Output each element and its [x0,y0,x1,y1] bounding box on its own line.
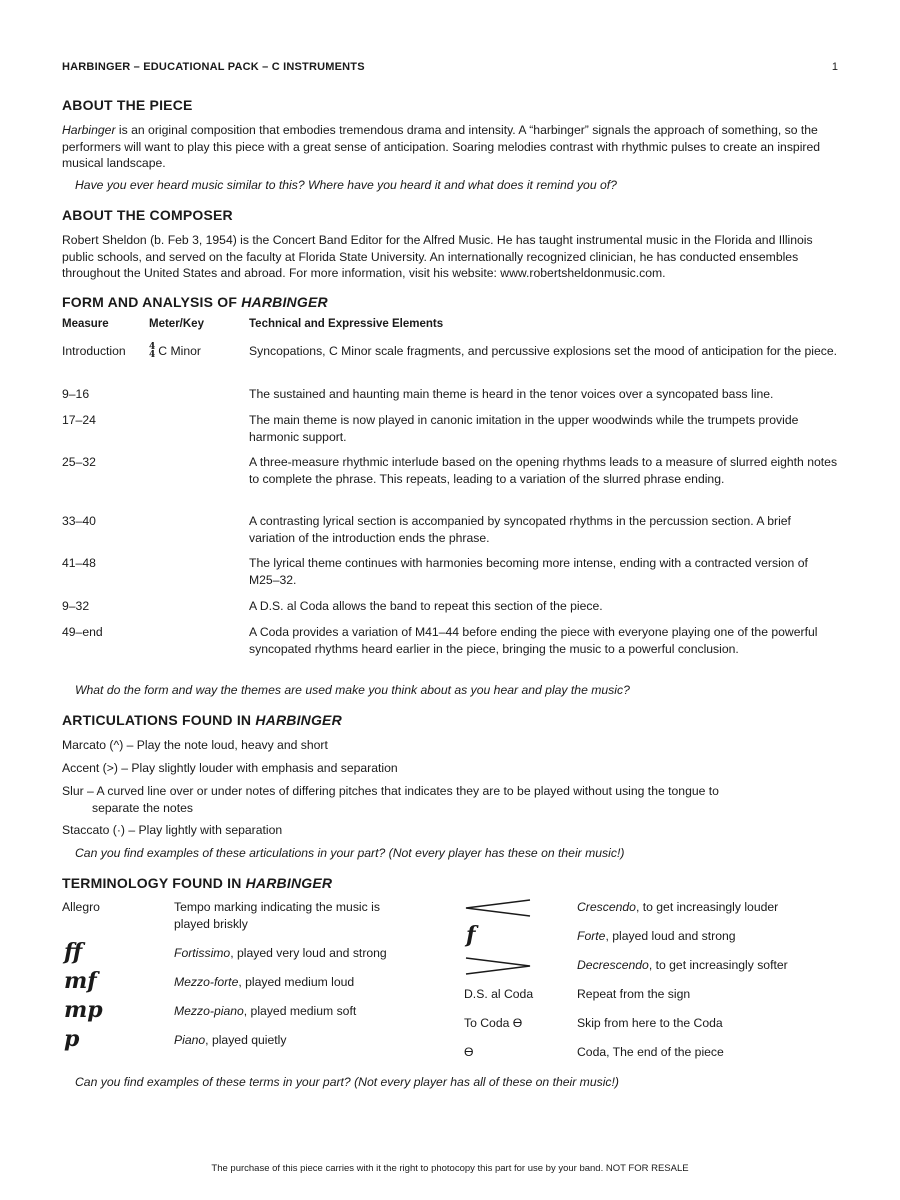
forte-symbol: f [466,922,476,948]
page-header [62,61,838,75]
piano-symbol: p [64,1026,80,1052]
document-page [62,0,838,1200]
row-description: A Coda provides a variation of M41–44 before ending the piece with everyone playing one of the powerful syncopated rhythms heard earlier in the piece, bringing the music to a powerful conclusion. [249,625,818,656]
row-measure: 17–24 [62,413,96,427]
about-piece-heading: ABOUT THE PIECE [62,97,193,113]
row-measure: 9–16 [62,387,90,401]
row-measure: 33–40 [62,514,96,528]
articulation-item: Staccato (·) – Play lightly with separation [62,823,283,837]
articulations-question: Can you find examples of these articulations in your part? (Not every player has these on their music!) [75,846,625,860]
row-description: A three-measure rhythmic interlude based on the opening rhythms leads to a measure of slurred eighth notes to complete the phrase. This repeats, leading to a variation of the slurred phrase ending. [249,455,838,486]
row-description: A D.S. al Coda allows the band to repeat this section of the piece. [249,599,603,613]
articulation-item [62,783,802,816]
coda-icon: ϴ [464,1045,474,1059]
term-definition: Decrescendo, to get increasingly softer [577,958,788,972]
about-piece-question: Have you ever heard music similar to this? Where have you heard it and what does it remind you of? [75,178,617,192]
about-composer-text: Robert Sheldon (b. Feb 3, 1954) is the Concert Band Editor for the Alfred Music. He has taught instrumental music in the Florida and Illinois public schools, and served on the faculty at Florida State University. An internationally recognized clinician, he has conducted ensembles throughout the United States and abroad. For more information, visit his website: www.robertsheldonmusic.com. [62,233,813,280]
row-measure: 9–32 [62,599,90,613]
mezzo-forte-symbol: mf [64,968,97,994]
term-definition: Forte, played loud and strong [577,929,736,943]
articulation-item: Marcato (^) – Play the note loud, heavy and short [62,738,328,752]
fortissimo-symbol: ff [64,939,83,965]
form-heading-prefix: FORM AND ANALYSIS OF [62,294,242,310]
term-definition: Repeat from the sign [577,987,691,1001]
form-heading [62,294,328,310]
term-allegro: Allegro [62,900,100,914]
mezzo-piano-symbol: mp [64,997,103,1023]
term-ds-al-coda: D.S. al Coda [464,987,534,1001]
header-title: HARBINGER – EDUCATIONAL PACK – C INSTRUMENTS [62,61,365,73]
term-definition: Fortissimo, played very loud and strong [174,946,387,960]
articulations-heading-prefix: ARTICULATIONS FOUND IN [62,712,256,728]
column-header-elements: Technical and Expressive Elements [249,318,444,330]
slur-text: Slur – A curved line over or under notes of differing pitches that indicates they are to be played without using the tongue to [62,784,719,798]
slur-text-continued: separate the notes [92,800,193,815]
form-question: What do the form and way the themes are used make you think about as you hear and play the music? [75,683,630,697]
term-to-coda: To Coda ϴ [464,1016,523,1030]
crescendo-icon [464,898,532,918]
row-description: The main theme is now played in canonic imitation in the upper woodwinds while the trumpets provide harmonic support. [249,413,799,444]
row-description: The lyrical theme continues with harmonies becoming more intense, ending with a contracted version of M25–32. [249,556,808,587]
terminology-question: Can you find examples of these terms in your part? (Not every player has all of these on their music!) [75,1075,619,1089]
articulations-heading [62,712,342,728]
row-measure: 25–32 [62,455,96,469]
time-signature-icon: 4 4 [149,342,156,360]
terminology-heading-title: HARBINGER [245,875,333,891]
decrescendo-icon [464,956,532,976]
row-measure: 49–end [62,625,103,639]
term-definition: Skip from here to the Coda [577,1016,723,1030]
term-definition: Mezzo-forte, played medium loud [174,975,355,989]
page-number: 1 [831,61,838,73]
row-meter-key: 4 4 C Minor [149,342,201,360]
term-definition: Crescendo, to get increasingly louder [577,900,779,914]
column-header-meter: Meter/Key [149,318,204,330]
terminology-heading-prefix: TERMINOLOGY FOUND IN [62,875,246,891]
row-measure: 41–48 [62,556,96,570]
row-description: Syncopations, C Minor scale fragments, and percussive explosions set the mood of anticipation for the piece. [249,344,838,358]
column-header-measure: Measure [62,318,109,330]
about-piece-body: is an original composition that embodies tremendous drama and intensity. A “harbinger” signals the approach of something, so the performers will want to play this piece with a great sense of anticipation. Soaring melodies contrast with rhythmic pulses to create an inspired musical landscape. [62,123,821,170]
piece-title: Harbinger [62,123,116,137]
term-definition: Piano, played quietly [174,1033,287,1047]
articulations-heading-title: HARBINGER [255,712,342,728]
term-definition: Mezzo-piano, played medium soft [174,1004,357,1018]
about-composer-heading: ABOUT THE COMPOSER [62,207,233,223]
row-measure: Introduction [62,344,126,358]
articulation-item: Accent (>) – Play slightly louder with emphasis and separation [62,761,398,775]
row-description: A contrasting lyrical section is accompanied by syncopated rhythms in the percussion section. A brief variation of the introduction ends the phrase. [249,514,791,545]
about-piece-text [62,122,838,172]
term-definition: Coda, The end of the piece [577,1045,724,1059]
terminology-heading [62,875,332,891]
term-definition: Tempo marking indicating the music is played briskly [174,900,380,931]
form-heading-title: HARBINGER [241,294,328,310]
row-description: The sustained and haunting main theme is heard in the tenor voices over a syncopated bass line. [249,387,774,401]
page-footer: The purchase of this piece carries with it the right to photocopy this part for use by your band. NOT FOR RESALE [211,1163,689,1174]
